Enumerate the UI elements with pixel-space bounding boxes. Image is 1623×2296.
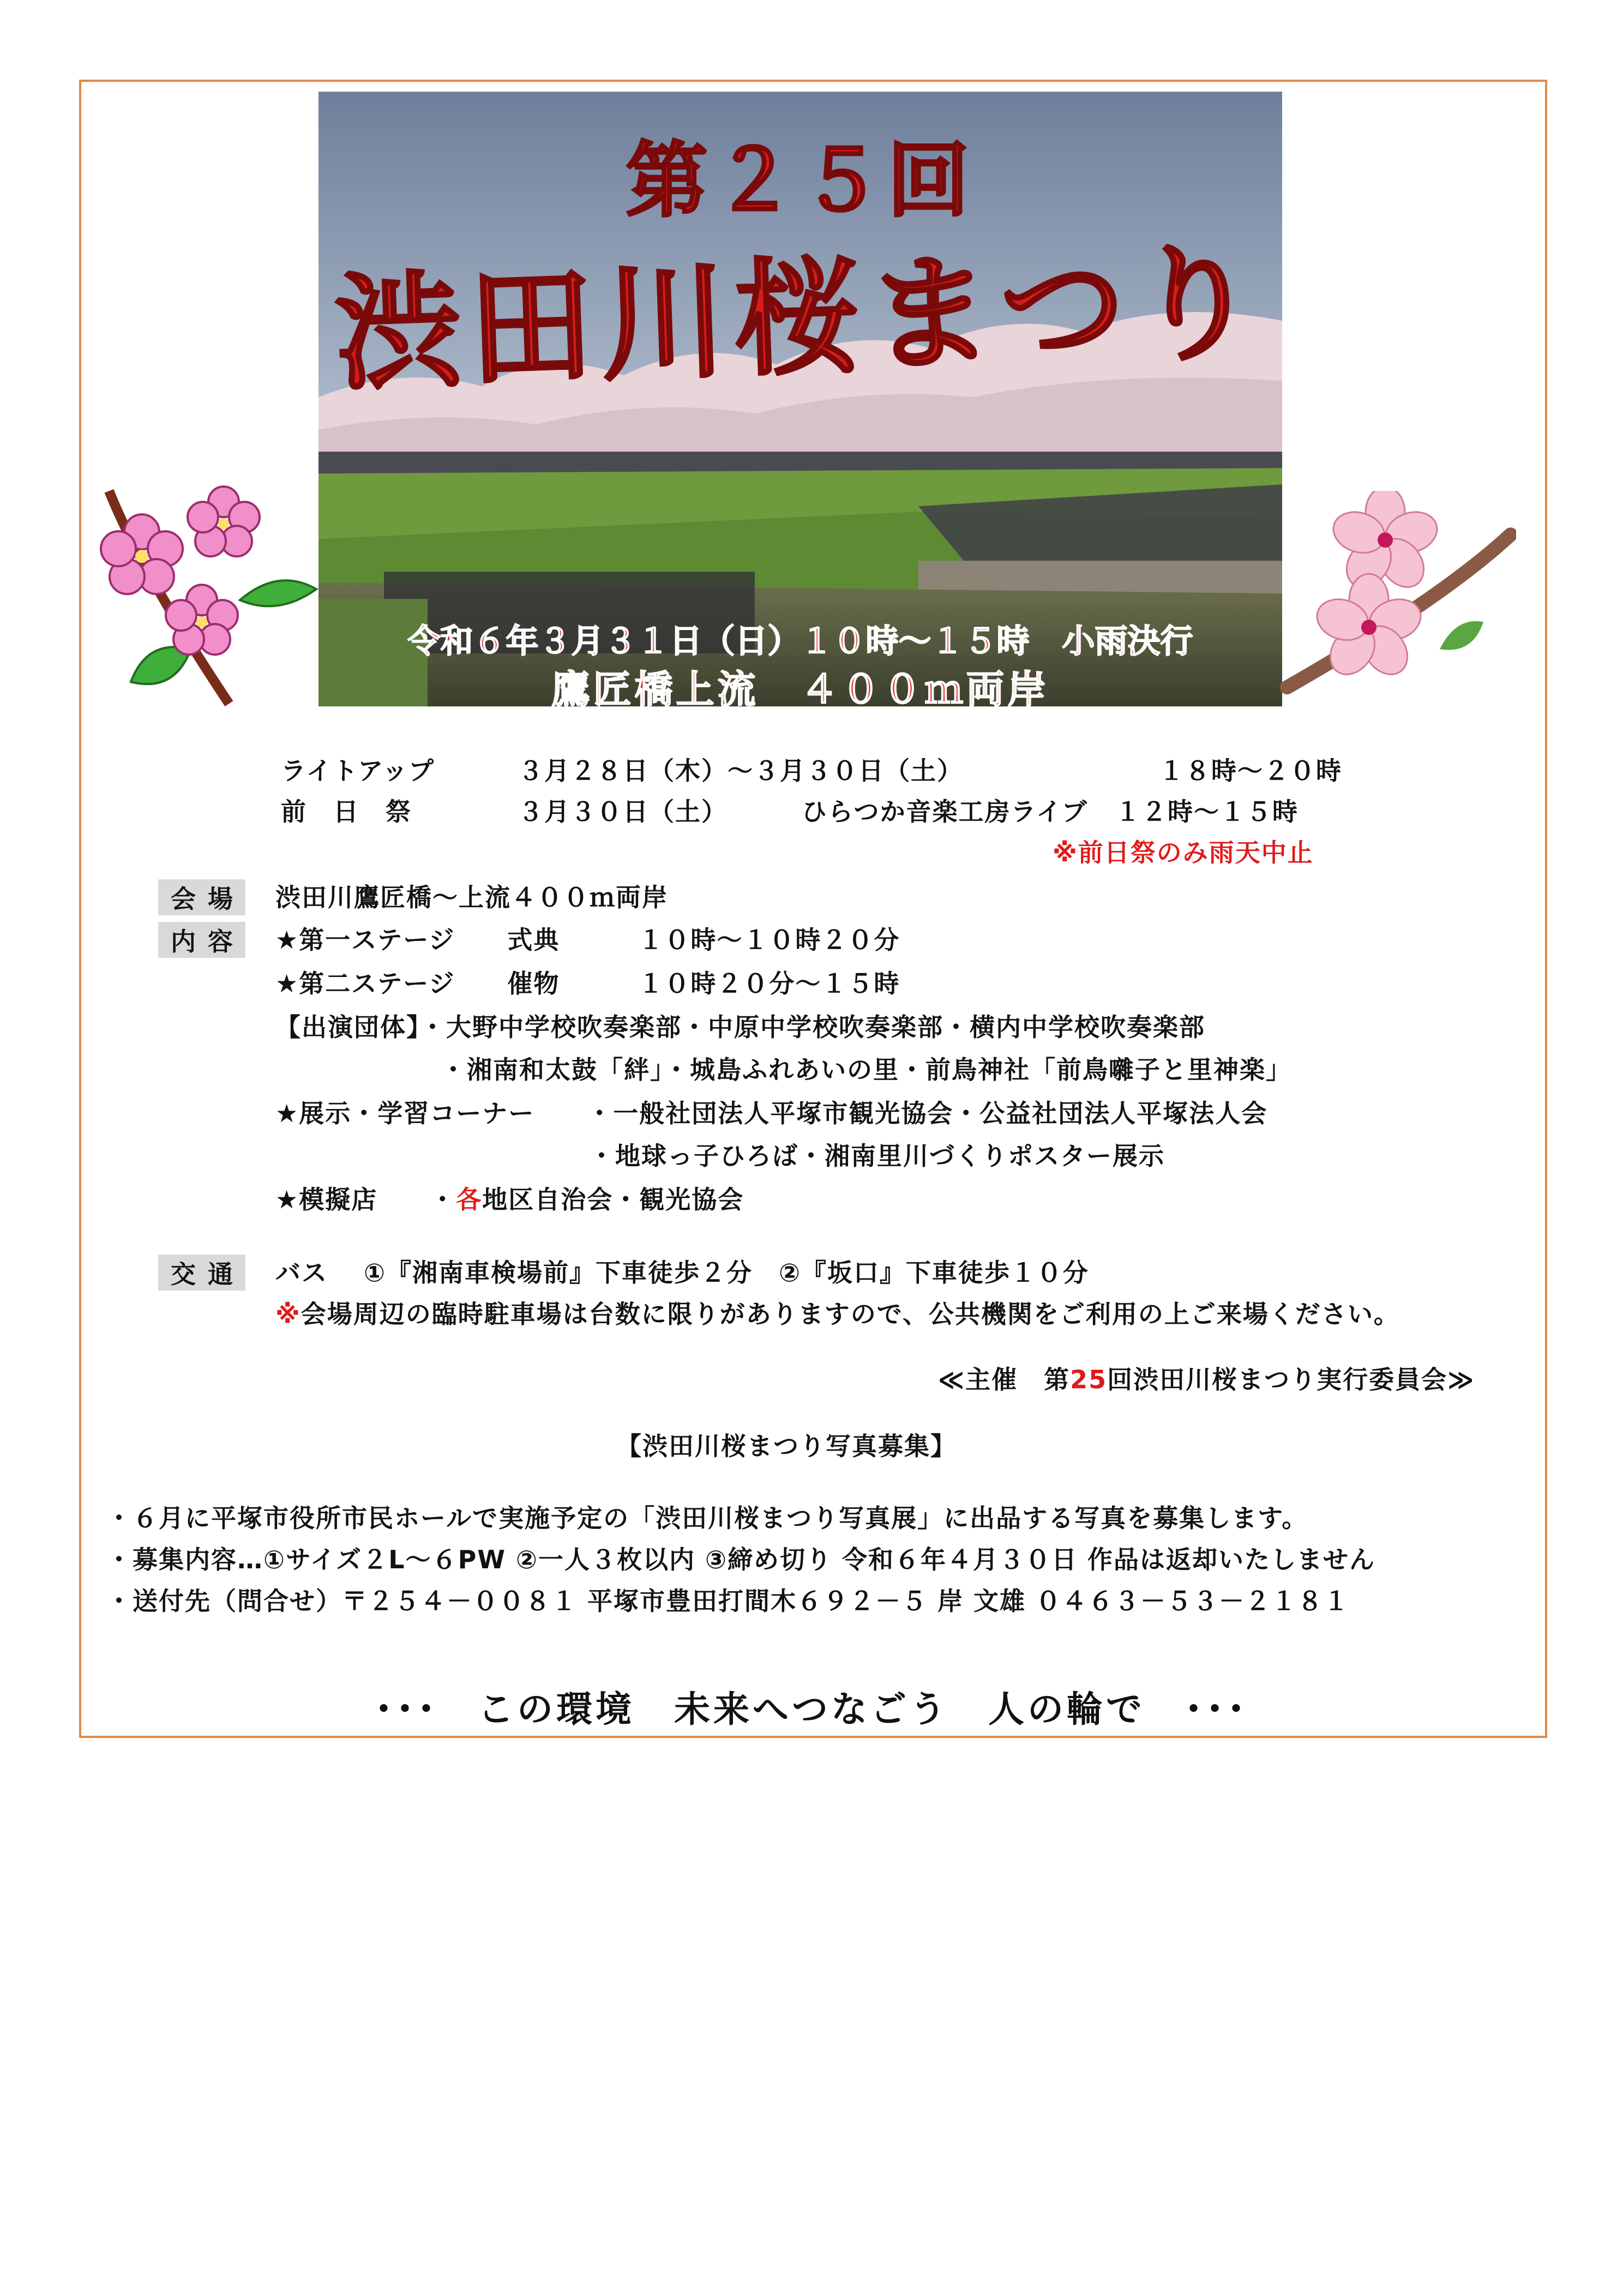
- photo-contest-heading: 【渋田川桜まつり写真募集】: [616, 1431, 957, 1461]
- stalls-red-char: 各: [456, 1185, 483, 1214]
- schedule-eve-date: ３月３０日（土）: [518, 797, 728, 826]
- hero-title-edition: 第２５回: [626, 133, 975, 229]
- rain-note: ※前日祭のみ雨天中止: [1053, 838, 1314, 867]
- cherry-blossom-right-illustration: [1276, 491, 1516, 709]
- organizer-prefix: ≪主催 第: [938, 1365, 1071, 1394]
- content-label-char-2: 容: [208, 927, 233, 956]
- transport-note-text: 会場周辺の臨時駐車場は台数に限りがありますので、公共機関をご利用の上ご来場ください。: [300, 1299, 1400, 1329]
- content-label-char-1: 内: [171, 927, 196, 956]
- cherry-blossom-left-illustration: [98, 485, 327, 715]
- performers-line-1: 【出演団体】・大野中学校吹奏楽部・中原中学校吹奏楽部・横内中学校吹奏楽部: [275, 1012, 1205, 1042]
- stalls-rest: 地区自治会・観光協会: [482, 1185, 744, 1214]
- performers-line-2: ・湘南和太鼓「絆」・城島ふれあいの里・前鳥神社「前鳥囃子と里神楽」: [441, 1055, 1292, 1084]
- transport-note: [275, 1299, 1400, 1329]
- stage1-line: ★第一ステージ 式典 １０時～１０時２０分: [275, 925, 900, 955]
- content-label: [158, 922, 245, 958]
- hero-date: 令和６年３月３１日（日）１０時～１５時 小雨決行: [407, 622, 1193, 661]
- transport-label: [158, 1255, 245, 1291]
- organizer: [938, 1367, 1475, 1392]
- transport-note-mark: ※: [275, 1299, 301, 1329]
- stalls-prefix: ★模擬店 ・: [275, 1185, 456, 1214]
- venue-label: [158, 879, 245, 915]
- hero-photo: [318, 92, 1282, 706]
- hero-place: 鷹匠橋上流 ４００ｍ両岸: [551, 667, 1049, 706]
- venue-label-char-1: 会: [171, 884, 196, 914]
- photo-contest-line-2: ・募集内容…①サイズ２L～６PW ②一人３枚以内 ③締め切り 令和６年４月３０日 作品は返却いたしません: [106, 1545, 1375, 1574]
- hero-title-festival: 渋田川桜まつり: [332, 228, 1269, 408]
- organizer-suffix: 回渋田川桜まつり実行委員会≫: [1107, 1365, 1475, 1394]
- exhibit-line-2: ・地球っ子ひろば・湘南里川づくりポスター展示: [589, 1141, 1165, 1171]
- schedule-lightup-name: ライトアップ: [281, 756, 435, 786]
- stage2-line: ★第二ステージ 催物 １０時２０分～１５時: [275, 969, 900, 998]
- schedule-lightup-time: １８時～２０時: [1159, 756, 1342, 786]
- transport-label-char-1: 交: [171, 1260, 196, 1289]
- schedule-eve-name: 前 日 祭: [281, 797, 412, 826]
- venue-label-char-2: 場: [208, 884, 233, 914]
- schedule-eve-detail: ひらつか音楽工房ライブ: [802, 797, 1088, 826]
- organizer-number: 25: [1070, 1365, 1108, 1394]
- photo-contest-line-3: ・送付先（問合せ）〒２５４－００８１ 平塚市豊田打間木６９２－５ 岸 文雄 ０４６３－５３－２１８１: [106, 1586, 1350, 1616]
- transport-label-char-2: 通: [208, 1260, 233, 1289]
- schedule-lightup-date: ３月２８日（木）～３月３０日（土）: [518, 756, 963, 786]
- exhibit-line-1: ★展示・学習コーナー ・一般社団法人平塚市観光協会・公益社団法人平塚法人会: [275, 1099, 1268, 1128]
- schedule-eve-time: １２時～１５時: [1115, 797, 1299, 826]
- stalls-line: [275, 1187, 744, 1212]
- transport-bus: バス ①『湘南車検場前』下車徒歩２分 ②『坂口』下車徒歩１０分: [275, 1258, 1089, 1287]
- slogan: ･･･ この環境 未来へつなごう 人の輪で ･･･: [375, 1688, 1248, 1730]
- photo-contest-line-1: ・６月に平塚市役所市民ホールで実施予定の「渋田川桜まつり写真展」に出品する写真を募集します。: [106, 1503, 1308, 1533]
- venue-value: 渋田川鷹匠橋～上流４００ｍ両岸: [275, 883, 668, 912]
